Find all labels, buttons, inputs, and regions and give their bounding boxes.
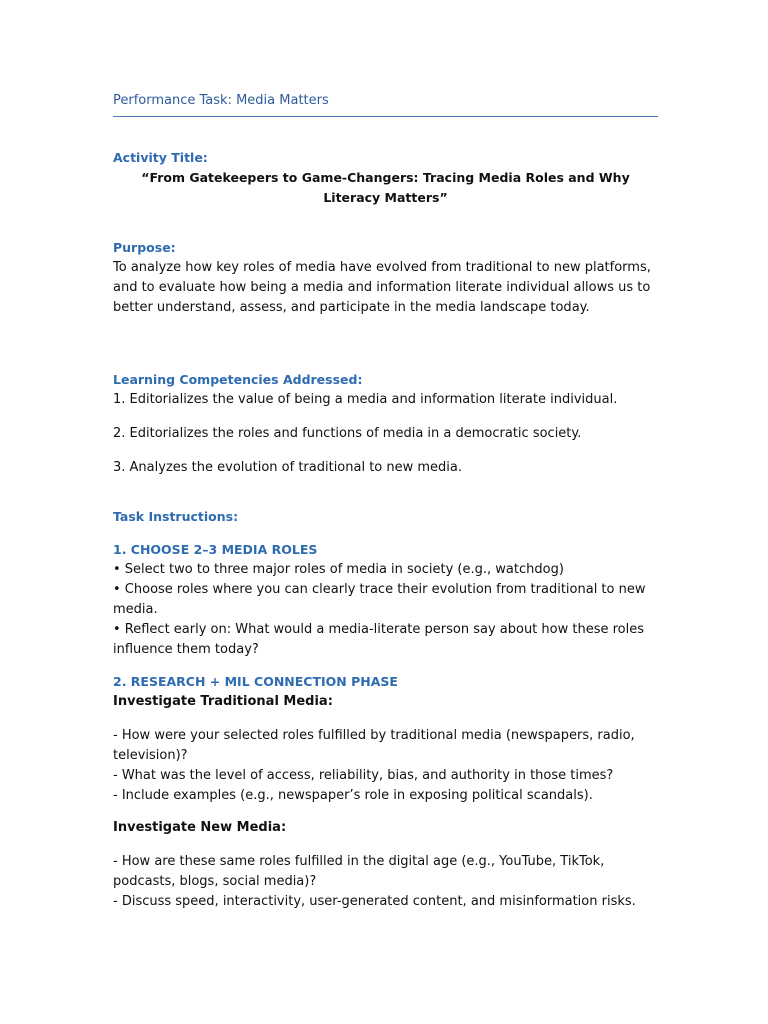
competency-item: 2. Editorializes the roles and functions of media in a democratic society.	[113, 426, 582, 441]
step1-bullet: • Select two to three major roles of media in society (e.g., watchdog)	[113, 562, 564, 577]
traditional-media-item: - What was the level of access, reliability, bias, and authority in those times?	[113, 768, 614, 783]
document-title: Performance Task: Media Matters	[113, 93, 329, 108]
new-media-item: - How are these same roles fulfilled in the digital age (e.g., YouTube, TikTok, podcasts, blogs, social media)?	[113, 854, 605, 889]
step1-bullet: • Reflect early on: What would a media-literate person say about how these roles influence them today?	[113, 622, 645, 657]
step1-bullet: • Choose roles where you can clearly trace their evolution from traditional to new media.	[113, 582, 646, 617]
new-media-label: Investigate New Media:	[113, 820, 287, 835]
activity-section	[113, 148, 658, 208]
purpose-label: Purpose:	[113, 240, 176, 255]
traditional-media-item: - Include examples (e.g., newspaper’s role in exposing political scandals).	[113, 788, 593, 803]
competency-item: 3. Analyzes the evolution of traditional to new media.	[113, 460, 463, 475]
competency-item: 1. Editorializes the value of being a media and information literate individual.	[113, 392, 618, 407]
competencies-label: Learning Competencies Addressed:	[113, 372, 363, 387]
new-media-item: - Discuss speed, interactivity, user-generated content, and misinformation risks.	[113, 894, 636, 909]
activity-title: “From Gatekeepers to Game-Changers: Tracing Media Roles and Why Literacy Matters”	[141, 170, 630, 205]
activity-label: Activity Title:	[113, 150, 208, 165]
step1-heading: 1. CHOOSE 2–3 MEDIA ROLES	[113, 542, 318, 557]
instructions-label: Task Instructions:	[113, 509, 239, 524]
purpose-text: To analyze how key roles of media have evolved from traditional to new platforms, and to evaluate how being a media and information literate individual allows us to better understand, assess, and participate in the media landscape today.	[113, 260, 651, 315]
instructions-section	[113, 507, 658, 912]
traditional-media-label: Investigate Traditional Media:	[113, 694, 333, 709]
competencies-section	[113, 370, 658, 478]
step2-heading: 2. RESEARCH + MIL CONNECTION PHASE	[113, 674, 398, 689]
page-header	[113, 92, 658, 117]
purpose-section	[113, 238, 658, 318]
traditional-media-item: - How were your selected roles fulfilled by traditional media (newspapers, radio, television)?	[113, 728, 635, 763]
